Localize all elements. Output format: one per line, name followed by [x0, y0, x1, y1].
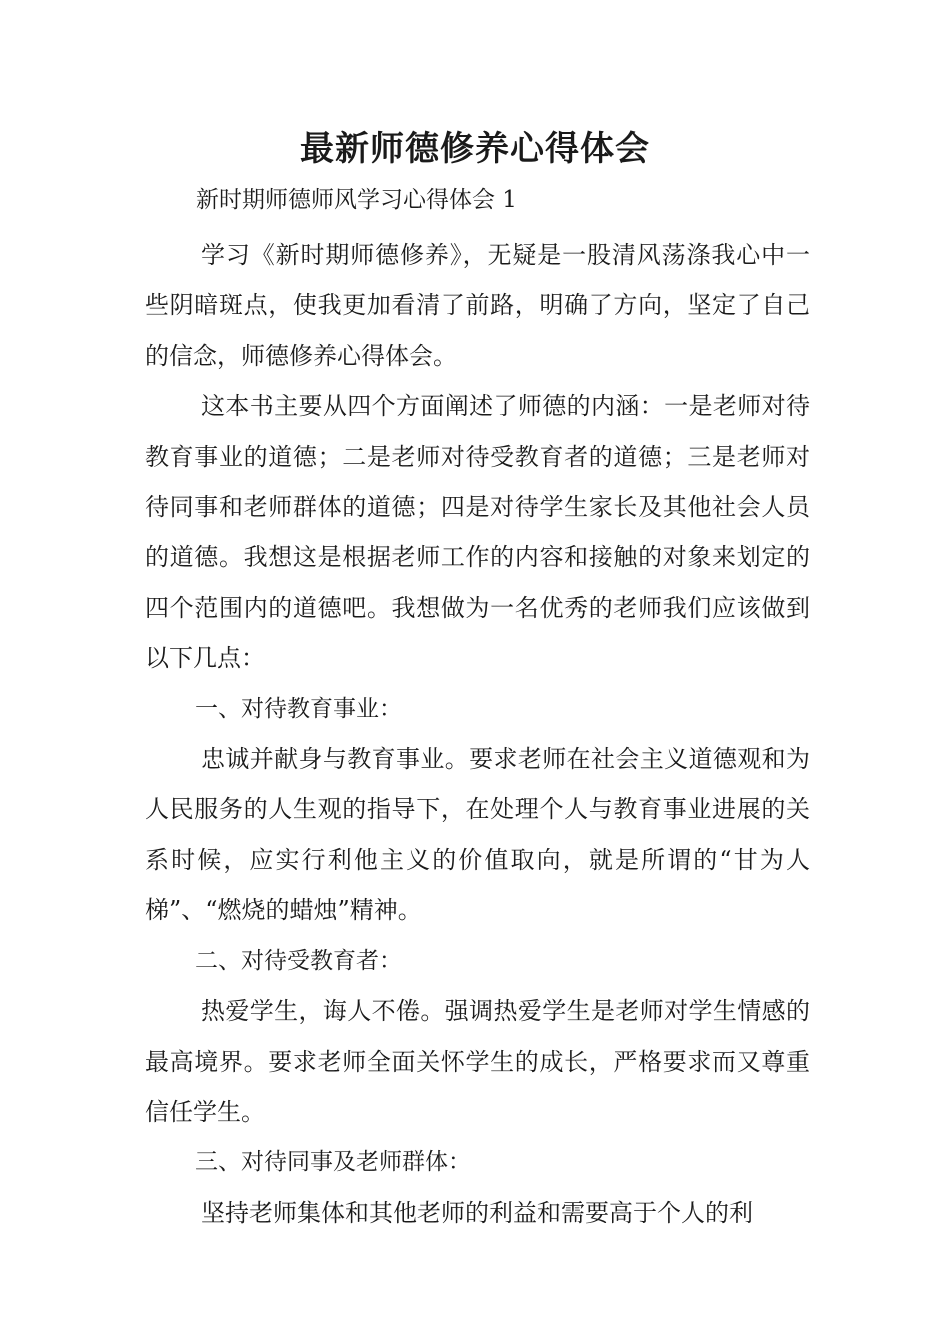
paragraph-section-1: 忠诚并献身与教育事业。要求老师在社会主义道德观和为人民服务的人生观的指导下，在处理个人与教育事业进展的关系时候，应实行利他主义的价值取向，就是所谓的“甘为人梯”、“燃烧的蜡烛”精神。 [145, 745, 810, 925]
section-heading-2: 二、对待受教育者： [195, 947, 402, 974]
paragraph-section-3: 坚持老师集体和其他老师的利益和需要高于个人的利 [201, 1198, 753, 1227]
section-heading-1: 一、对待教育事业： [195, 695, 402, 722]
document-title: 最新师德修养心得体会 [300, 129, 650, 169]
section-heading-3: 三、对待同事及老师群体： [195, 1149, 471, 1176]
document-body [145, 230, 810, 1238]
paragraph-intro: 学习《新时期师德修养》，无疑是一股清风荡涤我心中一些阴暗斑点，使我更加看清了前路，明确了方向，坚定了自己的信念，师德修养心得体会。 [145, 241, 810, 370]
paragraph-overview: 这本书主要从四个方面阐述了师德的内涵：一是老师对待教育事业的道德；二是老师对待受教育者的道德；三是老师对待同事和老师群体的道德；四是对待学生家长及其他社会人员的道德。我想这是根据老师工作的内容和接触的对象来划定的四个范围内的道德吧。我想做为一名优秀的老师我们应该做到以下几点： [145, 392, 810, 673]
paragraph-section-2: 热爱学生，诲人不倦。强调热爱学生是老师对学生情感的最高境界。要求老师全面关怀学生的成长，严格要求而又尊重信任学生。 [145, 997, 810, 1126]
document-subtitle: 新时期师德师风学习心得体会 1 [196, 187, 517, 213]
